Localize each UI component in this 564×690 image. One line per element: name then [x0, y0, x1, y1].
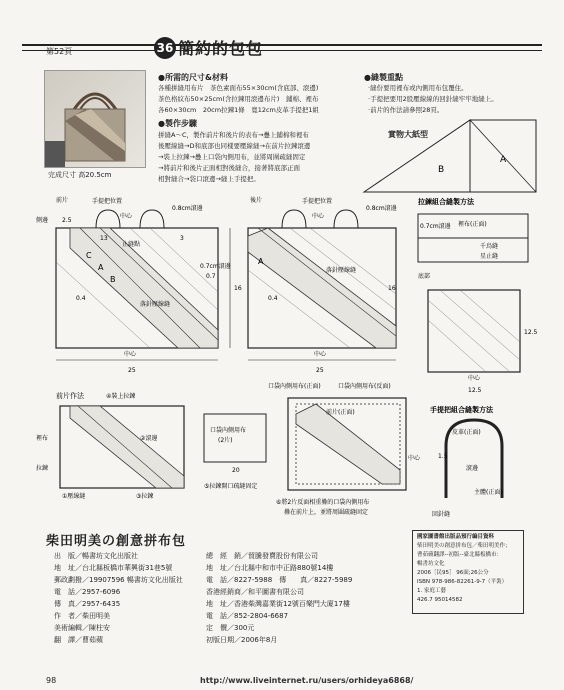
front-step3: ③拉鍊 [136, 493, 154, 500]
front-height-dim: 16 [234, 285, 242, 292]
front-width-dim: 25 [128, 367, 136, 374]
pub-value: 話／2957-6096 [68, 588, 121, 596]
back-panel-diagram [248, 196, 397, 374]
bottom-center: 中心 [468, 375, 481, 382]
zipper-body: 星止縫 [480, 253, 499, 260]
book-title: 柴田明美の創意拼布包 [46, 534, 187, 549]
pattern-pieces-diagram [364, 120, 536, 192]
distributor-row [206, 574, 352, 586]
front-zip-label: 拉鍊 [36, 465, 49, 472]
bottom-label: 底部 [418, 273, 431, 280]
dist-value: 址／香港柴灣嘉業街12號百樂門大廈17樓 [220, 600, 350, 608]
publisher-row [54, 610, 183, 622]
back-panel-label: 後片 [250, 197, 263, 204]
dist-key: 地 [206, 564, 213, 572]
dist-value: 址／台北縣中和市中正路880號14樓 [220, 564, 334, 572]
dist-key: 定 [206, 624, 213, 632]
distributor-row [206, 586, 352, 598]
photo-caption: 完成尺寸 高20.5cm [48, 171, 112, 179]
front-dim-07: 0.7 [206, 273, 216, 280]
sewing-point-2: ·手提把要用2股壓線線的回針縫牢牢地縫上。 [368, 95, 498, 103]
publisher-right [206, 550, 352, 646]
distributor-row [206, 622, 352, 634]
front-panel-diagram [36, 196, 242, 374]
front-zipper-stop: 止縫點 [122, 241, 141, 248]
publisher-row [54, 562, 183, 574]
front-center-bottom: 中心 [124, 351, 137, 358]
front-piece-a: A [98, 263, 104, 272]
handle-dim-15: 1.5 [438, 453, 448, 460]
steps-line-3: →裝上拉鍊→疊上口袋內側用布，並將周圍疏縫固定 [158, 153, 306, 161]
pub-key: 傳 [54, 600, 61, 608]
front-piece-c: C [86, 251, 92, 260]
dist-value: ／和平圖書有限公司 [241, 588, 304, 596]
assembly-pocket-front: 口袋內側用布(正面) [268, 383, 321, 390]
zipper-binding: 0.7cm滾邊 [420, 223, 451, 230]
pattern-label: 實物大紙型 [388, 130, 428, 139]
assembly-diagram [268, 382, 406, 516]
handle-method-diagram [408, 405, 503, 518]
front-side-seam: 側邊 [36, 217, 49, 224]
dist-key: 初版日期 [206, 636, 234, 644]
pub-value: 真／2957-6435 [68, 600, 121, 608]
handle-center: 中心 [408, 455, 421, 462]
cip-line: 1. 家庭工藝 [417, 588, 446, 594]
pub-key: 出 [54, 552, 61, 560]
back-center-bottom: 中心 [314, 351, 327, 358]
handle-method-heading: 手提把組合縫製方法 [430, 406, 493, 414]
publisher-row [54, 622, 183, 634]
steps-line-1: 拼縫A～C，製作前片和後片的表布→疊上鋪棉和裡布 [158, 131, 309, 139]
pub-key: 地 [54, 564, 61, 572]
front-method-heading: 前片作法 [56, 392, 84, 400]
pocket-lining-label: 口袋內側用布 [210, 427, 247, 434]
zipper-method-heading: 拉鍊組合縫製方法 [418, 198, 474, 206]
dist-value: 價／300元 [220, 624, 255, 632]
steps-line-5: 相對縫合→袋口滾邊→縫上手提把。 [158, 175, 260, 183]
cip-box [412, 530, 524, 614]
publisher-row [54, 574, 183, 586]
pub-value: 址／台北縣板橋市華興街31巷5號 [68, 564, 173, 572]
front-dim-04: 0.4 [76, 295, 86, 302]
dist-key: 總 [206, 552, 213, 560]
front-lining-label: 裡布 [36, 435, 49, 442]
publisher-row [54, 550, 183, 562]
distributor-row [206, 562, 352, 574]
sewing-point-1: ·縫份要用裡布或內側用布包覆住。 [368, 84, 468, 92]
back-piece-a: A [258, 257, 264, 266]
distributor-row [206, 550, 352, 562]
pub-value: ／陳柱安 [82, 624, 110, 632]
dist-value: 話／8227-5988 傳 真／8227-5989 [220, 576, 353, 584]
pub-value: 版／暢書坊文化出版社 [68, 552, 138, 560]
dist-key: 香港經銷商 [206, 588, 241, 596]
pub-key: 美術編輯 [54, 624, 82, 632]
distributor-row [206, 634, 352, 646]
back-binding-08: 0.8cm滾邊 [366, 205, 397, 212]
back-handle-pos: 手提把位置 [302, 198, 333, 205]
cip-line: 426.7 95014582 [417, 597, 463, 603]
pub-value: 者／柴田明美 [68, 612, 110, 620]
materials-heading: ●所需的尺寸&材料 [158, 73, 228, 82]
dist-key: 電 [206, 612, 213, 620]
cip-line: ISBN 978-986-82261-9-7（平裝） [417, 579, 508, 585]
back-dim-04: 0.4 [268, 295, 278, 302]
back-height-dim: 16 [388, 285, 396, 292]
page-title: 簡約的包包 [178, 39, 264, 58]
distributor-row [206, 610, 352, 622]
zipper-method-diagram [418, 197, 528, 262]
front-dim-3: 3 [180, 235, 184, 242]
assembly-pocket-back: 口袋內側用布(反面) [338, 383, 391, 390]
materials-line-1: 各種拼縫用布片 茶色素面布55×30cm(含底部、滾邊) [158, 84, 319, 92]
dist-value: 經 銷／貿騰發賣股份有限公司 [220, 552, 318, 560]
bottom-height-dim: 12.5 [524, 329, 538, 336]
pub-key: 作 [54, 612, 61, 620]
bottom-piece-diagram [418, 272, 538, 394]
cip-line: 暢書坊文化 [417, 561, 445, 567]
pocket-lining-diagram [204, 414, 266, 490]
footer-url[interactable]: http://www.liveinternet.ru/users/orhideya6868/ [200, 676, 414, 685]
pocket-step5: ⑤拉鍊開口疏縫固定 [204, 483, 258, 490]
assembly-step6a: ⑥將2片反面相重疊的口袋內側用布 [276, 499, 370, 506]
zipper-lining-front: 裡布(正面) [458, 221, 487, 228]
front-quilting: 落針壓線縫 [140, 301, 171, 308]
dist-key: 地 [206, 600, 213, 608]
zipper-tape: 千鳥縫 [480, 243, 499, 250]
publisher-row [54, 586, 183, 598]
pub-key: 郵政劃撥 [54, 576, 82, 584]
handle-back-stitch: 回針縫 [432, 511, 451, 518]
back-quilting: 落針壓線縫 [326, 267, 357, 274]
assembly-step6b: 疊在前片上，並將周圍疏縫固定 [284, 509, 369, 516]
handle-body: 主體(正面) [474, 489, 503, 496]
distributor-row [206, 598, 352, 610]
pattern-piece-a: A [500, 155, 507, 165]
materials-line-2: 茶色格紋布50×25cm(含拉鍊用滾邊布片) 鋪棉、裡布 [158, 95, 319, 103]
back-center: 中心 [312, 213, 325, 220]
front-dim-25s: 2.5 [62, 217, 72, 224]
bottom-width-dim: 12.5 [468, 387, 482, 394]
back-width-dim: 25 [316, 367, 324, 374]
front-binding-08: 0.8cm滾邊 [172, 205, 203, 212]
dist-key: 電 [206, 576, 213, 584]
front-dim-13: 13 [100, 235, 108, 242]
front-handle-pos: 手提把位置 [92, 198, 123, 205]
front-panel-label: 前片 [56, 197, 69, 204]
handle-binding: 滾邊 [466, 465, 479, 472]
pocket-width-dim: 20 [232, 467, 240, 474]
front-step4: ④裝上拉鍊 [106, 393, 136, 400]
pub-value: 譯／曹茹蘋 [68, 636, 103, 644]
materials-line-3: 各60×30cm 20cm拉鍊1條 寬12cm皮革手提把1組 [158, 106, 320, 114]
steps-line-2: 後壓線縫→D和底部也同樣要壓線縫→在前片拉鍊滾邊 [158, 142, 311, 150]
cip-line: 柴田明美の創意拼布包／柴田明美作； [417, 543, 511, 549]
front-center: 中心 [120, 213, 133, 220]
publisher-row [54, 598, 183, 610]
assembly-front-face: 前片(正面) [326, 409, 355, 416]
pub-key: 電 [54, 588, 61, 596]
sewing-point-3: ·前片的作法請參照28頁。 [368, 106, 444, 114]
pocket-count: (2片) [218, 437, 233, 444]
front-step2: ②滾邊 [140, 435, 158, 442]
front-method-diagram [36, 391, 184, 500]
sewing-points-heading: ●縫製重點 [364, 73, 403, 82]
project-number-badge: 36 [154, 37, 176, 59]
pub-value: ／19907596 暢書坊文化出版社 [82, 576, 183, 584]
steps-line-4: →將前片和後片正面相對後縫合，接著將底部正面 [158, 164, 300, 172]
cip-line: 2006［民95］ 96面;26公分 [417, 570, 489, 576]
steps-heading: ●製作步驟 [158, 119, 197, 128]
page-number: 98 [46, 676, 57, 685]
page-reference: 第52頁 [46, 47, 73, 56]
publisher-left [54, 550, 183, 646]
cip-header: 國家圖書館出版品預行編目資料 [417, 534, 495, 540]
front-binding-07: 0.7cm滾邊 [200, 263, 231, 270]
front-step1: ①壓線縫 [62, 493, 86, 500]
handle-leather: 皮革(正面) [452, 429, 481, 436]
dist-value: ／2006年8月 [234, 636, 278, 644]
publisher-row [54, 634, 183, 646]
front-piece-b: B [110, 275, 116, 284]
dist-value: 話／852-2804-6687 [220, 612, 289, 620]
pattern-piece-b: B [438, 165, 445, 175]
cip-line: 曹茹蘋翻譯--初版--臺北縣板橋市： [417, 552, 502, 558]
pub-key: 翻 [54, 636, 61, 644]
